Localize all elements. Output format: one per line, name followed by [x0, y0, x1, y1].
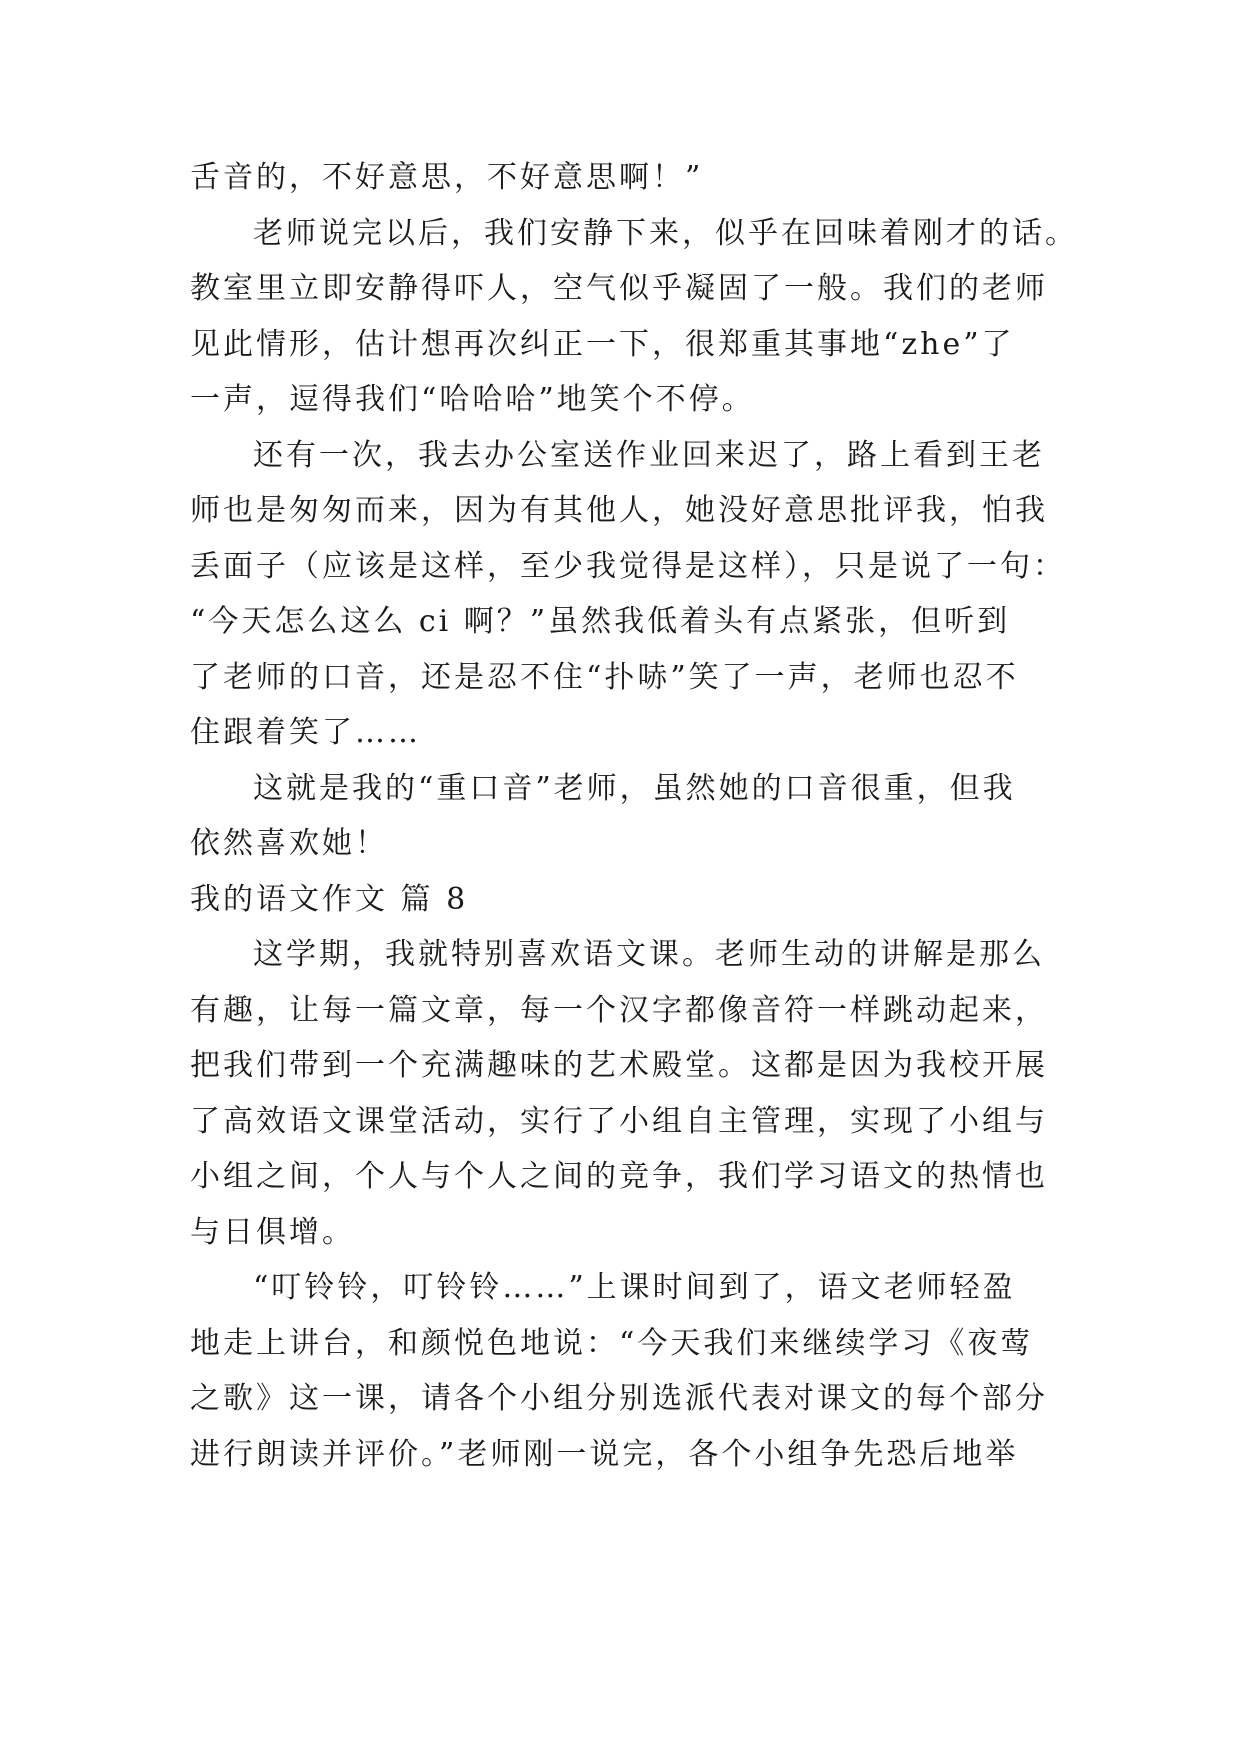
- paragraph-line: 老师说完以后，我们安静下来，似乎在回味着刚才的话。: [253, 215, 1078, 251]
- paragraph: [190, 1260, 1090, 1482]
- paragraph-line: 舌音的，不好意思，不好意思啊！”: [190, 160, 704, 195]
- paragraph-line: 有趣，让每一篇文章，每一个汉字都像音符一样跳动起来，: [190, 992, 1048, 1028]
- paragraph-line: 把我们带到一个充满趣味的艺术殿堂。这都是因为我校开展: [190, 1048, 1048, 1083]
- paragraph: [190, 150, 1090, 206]
- section-heading: [190, 872, 1090, 928]
- paragraph-line: 教室里立即安静得吓人，空气似乎凝固了一般。我们的老师: [190, 271, 1048, 306]
- paragraph-line: 这学期，我就特别喜欢语文课。老师生动的讲解是那么: [253, 937, 1045, 972]
- paragraph-line: 之歌》这一课，请各个小组分别选派代表对课文的每个部分: [190, 1381, 1048, 1416]
- paragraph-line: 与日俱增。: [190, 1214, 355, 1250]
- paragraph: [190, 428, 1090, 761]
- paragraph-line: 住跟着笑了……: [190, 715, 421, 750]
- paragraph-line: 师也是匆匆而来，因为有其他人，她没好意思批评我，怕我: [190, 493, 1048, 528]
- paragraph-line: 进行朗读并评价。”老师刚一说完，各个小组争先恐后地举: [190, 1436, 1019, 1472]
- paragraph-line: 这就是我的“重口音”老师，虽然她的口音很重，但我: [253, 770, 1016, 806]
- paragraph-line: 小组之间，个人与个人之间的竞争，我们学习语文的热情也: [190, 1159, 1048, 1194]
- paragraph-line: 了老师的口音，还是忍不住“扑哧”笑了一声，老师也忍不: [190, 659, 1019, 695]
- paragraph-line: 一声，逗得我们“哈哈哈”地笑个不停。: [190, 382, 755, 417]
- paragraph: [190, 206, 1090, 428]
- paragraph-line: 见此情形，估计想再次纠正一下，很郑重其事地“zhe”了: [190, 326, 1015, 362]
- paragraph-line: 依然喜欢她！: [190, 826, 388, 861]
- paragraph-line: 丢面子（应该是这样，至少我觉得是这样），只是说了一句：: [190, 548, 1066, 584]
- heading-text: 我的语文作文 篇 8: [190, 881, 469, 917]
- paragraph-line: 地走上讲台，和颜悦色地说：“今天我们来继续学习《夜莺: [190, 1325, 1034, 1361]
- paragraph-line: “叮铃铃，叮铃铃……”上课时间到了，语文老师轻盈: [253, 1270, 1016, 1305]
- paragraph-line: 了高效语文课堂活动，实行了小组自主管理，实现了小组与: [190, 1103, 1048, 1139]
- paragraph: [190, 761, 1090, 872]
- paragraph: [190, 927, 1090, 1260]
- paragraph-line: 还有一次，我去办公室送作业回来迟了，路上看到王老: [253, 437, 1045, 473]
- document-body: [190, 150, 1090, 1482]
- paragraph-line: “今天怎么这么 ci 啊？”虽然我低着头有点紧张，但听到: [190, 604, 1011, 639]
